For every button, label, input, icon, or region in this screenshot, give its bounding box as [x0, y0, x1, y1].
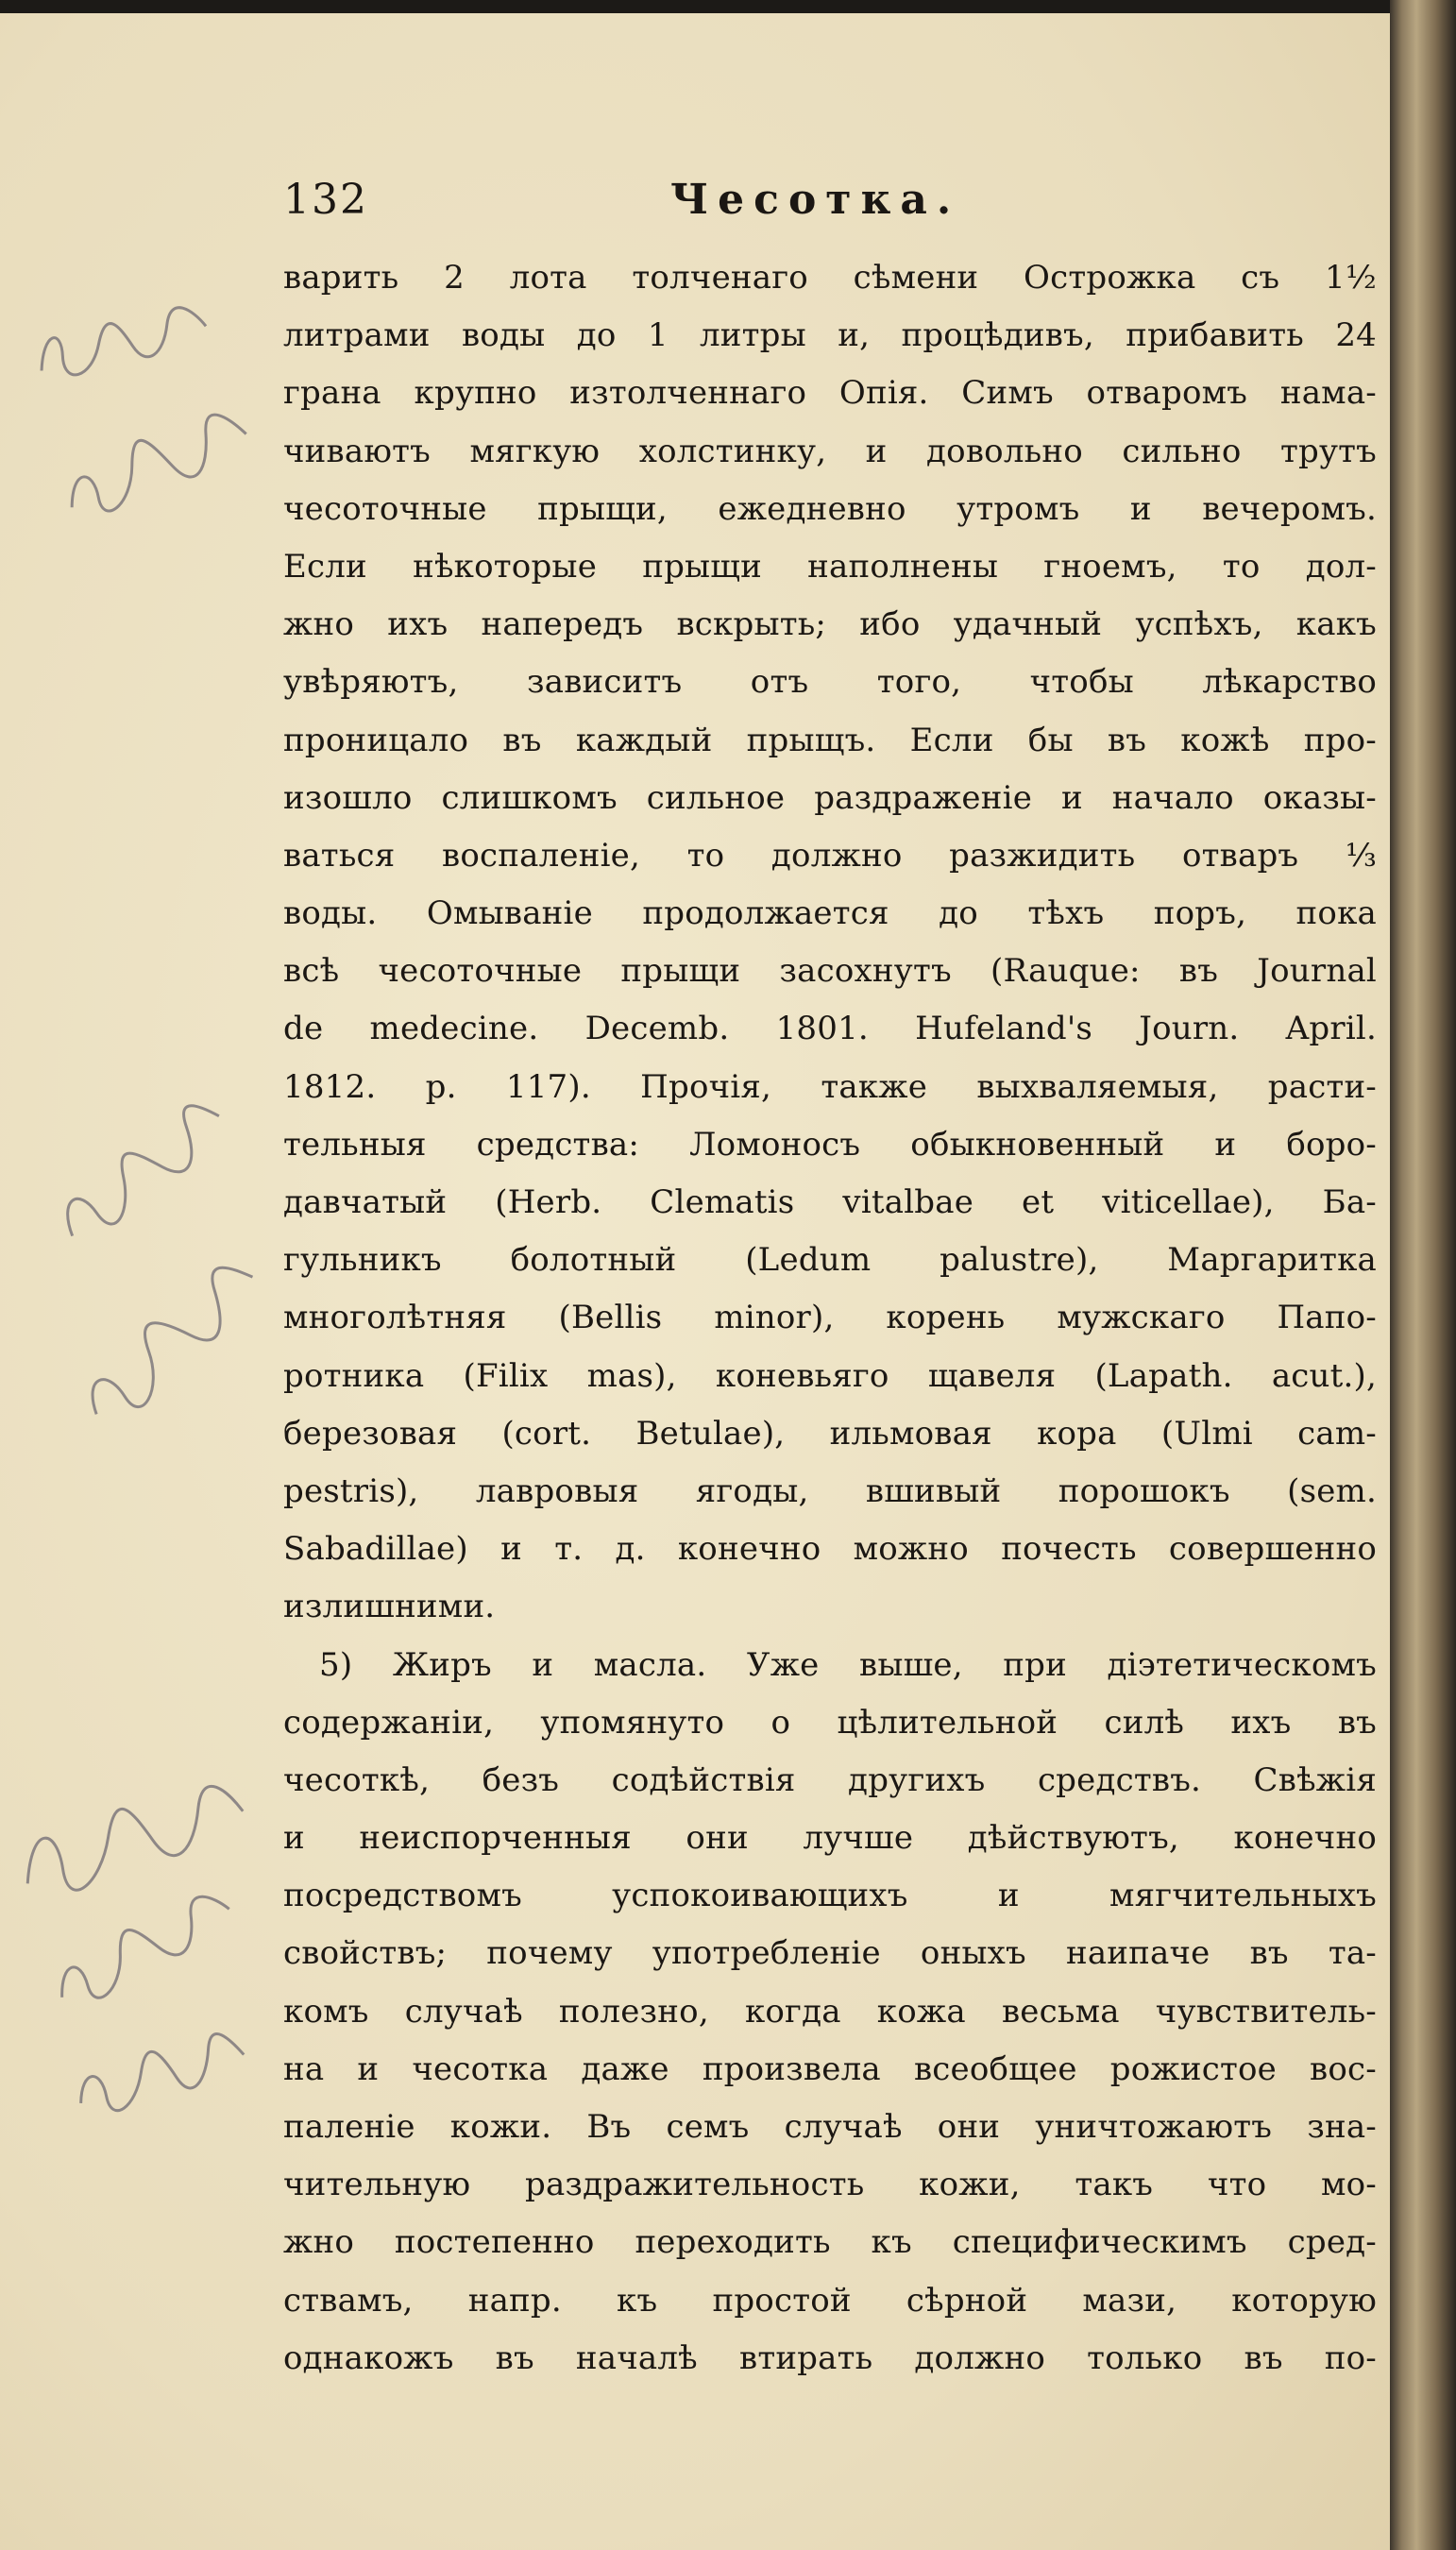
- text-line: давчатый (Herb. Clematis vitalbae et viticellae), Ба-: [283, 1183, 1377, 1221]
- text-line: всѣ чесоточные прыщи засохнутъ (Rauque: въ Journal: [283, 952, 1377, 991]
- text-line: излишними.: [283, 1588, 496, 1626]
- text-line: увѣряютъ, зависитъ отъ того, чтобы лѣкарство: [283, 663, 1377, 702]
- text-line: 1812. p. 117). Прочія, также выхваляемыя, расти-: [283, 1067, 1377, 1106]
- text-line: de medecine. Decemb. 1801. Hufeland's Journ. April.: [283, 1010, 1377, 1048]
- page-header: [283, 176, 1379, 242]
- text-line: на и чесотка даже произвела всеобщее рожистое вос-: [283, 2049, 1377, 2088]
- text-line: pestris), лавровыя ягоды, вшивый порошокъ (sem.: [283, 1471, 1377, 1510]
- text-line: чесоточные прыщи, ежедневно утромъ и вечеромъ.: [283, 489, 1377, 528]
- text-line: тельныя средства: Ломоносъ обыкновенный и боро-: [283, 1125, 1377, 1164]
- book-page-edge: [1390, 0, 1456, 2550]
- text-line: жно ихъ напередъ вскрыть; ибо удачный успѣхъ, какъ: [283, 605, 1377, 644]
- text-line: воды. Омываніе продолжается до тѣхъ поръ, пока: [283, 894, 1377, 933]
- text-line: ствамъ, напр. къ простой сѣрной мази, которую: [283, 2281, 1377, 2320]
- handwritten-annotation: [23, 287, 223, 400]
- text-line: грана крупно изтолченнаго Опія. Симъ отваромъ нама-: [283, 374, 1377, 413]
- text-line: паленіе кожи. Въ семъ случаѣ они уничтожаютъ зна-: [283, 2108, 1377, 2146]
- text-line: и неиспорченныя они лучше дѣйствуютъ, конечно: [283, 1819, 1377, 1858]
- text-line: варить 2 лота толченаго сѣмени Острожка съ 1½: [283, 259, 1377, 297]
- text-line: Sabadillae) и т. д. конечно можно почесть совершенно: [283, 1530, 1377, 1569]
- page-number: 132: [283, 176, 368, 224]
- text-line: чесоткѣ, безъ содѣйствія другихъ средствъ. Свѣжія: [283, 1760, 1377, 1799]
- text-line: чиваютъ мягкую холстинку, и довольно сильно трутъ: [283, 432, 1377, 470]
- text-line: литрами воды до 1 литры и, процѣдивъ, прибавить 24: [283, 316, 1377, 355]
- handwritten-annotation: [56, 1234, 284, 1445]
- text-line: березовая (cort. Betulae), ильмовая кора (Ulmi cam-: [283, 1414, 1377, 1453]
- handwritten-annotation: [59, 2011, 262, 2133]
- text-line: изошло слишкомъ сильное раздраженіе и начало оказы-: [283, 778, 1377, 817]
- text-line: 5) Жиръ и масла. Уже выше, при діэтетическомъ: [319, 1645, 1377, 1684]
- text-line: проницало въ каждый прыщъ. Если бы въ кожѣ про-: [283, 721, 1377, 759]
- text-line: однакожъ въ началѣ втирать должно только въ по-: [283, 2338, 1377, 2377]
- text-line: ваться воспаленіе, то должно разжидить отваръ ⅓: [283, 836, 1377, 875]
- text-line: многолѣтняя (Bellis minor), корень мужскаго Папо-: [283, 1299, 1377, 1337]
- text-line: посредствомъ успокоивающихъ и мягчительныхъ: [283, 1877, 1377, 1915]
- text-line: комъ случаѣ полезно, когда кожа весьма чувствитель-: [283, 1992, 1377, 2031]
- text-line: ротника (Filix mas), коневьяго щавеля (Lapath. acut.),: [283, 1356, 1377, 1395]
- text-line: Если нѣкоторые прыщи наполнены гноемъ, то дол-: [283, 547, 1377, 586]
- text-line: содержаніи, упомянуто о цѣлительной силѣ ихъ въ: [283, 1703, 1377, 1742]
- text-line: свойствъ; почему употребленіе оныхъ наипаче въ та-: [283, 1934, 1377, 1973]
- text-line: жно постепенно переходить къ специфическимъ сред-: [283, 2223, 1377, 2262]
- text-line: гульникъ болотный (Ledum palustre), Маргаритка: [283, 1241, 1377, 1280]
- text-line: чительную раздражительность кожи, такъ что мо-: [283, 2166, 1377, 2204]
- body-text: [283, 249, 1377, 2388]
- running-head: Чесотка.: [670, 176, 961, 224]
- book-page: [0, 13, 1396, 2550]
- handwritten-annotation: [43, 386, 268, 537]
- handwritten-annotation: [32, 1076, 251, 1265]
